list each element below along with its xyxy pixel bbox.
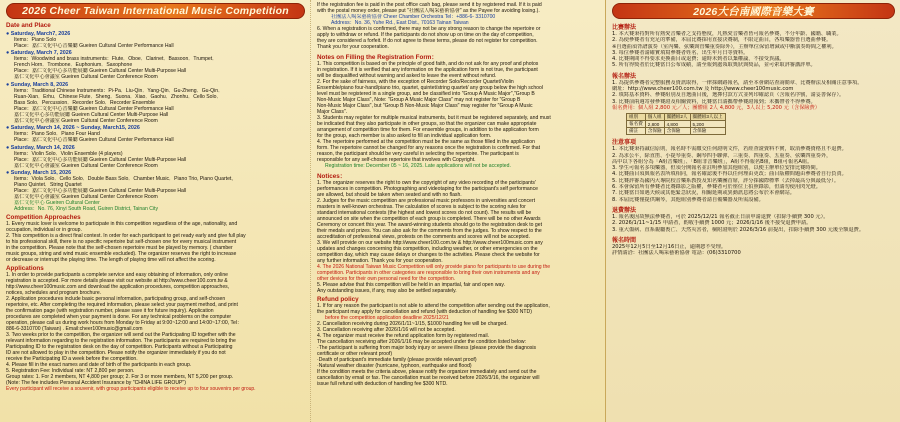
applications-list xyxy=(6,272,305,386)
refund-line: 3. Cancellation receiving after 2026/1/16 will not be accepted. xyxy=(317,327,456,333)
rule-line-zh: 4. 比賽期間不得要求更換曲目或退費；逾時未到者以棄權論，不接受異議。 xyxy=(612,56,785,63)
venue-name: 嘉仁文化中心 Gueiren Cultural Center xyxy=(14,200,100,206)
schedule-date: ● Saturday, March 14, 2026 xyxy=(6,144,75,151)
note-line: arrangement of competition time for them. For ensemble groups, in addition to the application form xyxy=(317,127,539,133)
schedule-line: Bass Solo．Percussion．Recorder Solo．Recorder Ensemble xyxy=(14,99,155,106)
fee-cell: 團體組2人 xyxy=(664,114,690,121)
fee-caption-zh: 報名費用：個人組 2,800 元／人；團體組 2人 4,800 元，3人以上 5,200 元（含保險費） xyxy=(612,104,820,111)
refund-line: issue full refund with deduction of handling fee $300 NTD. xyxy=(317,381,448,387)
note-line: in registration. If it is verified that any information on the application form is not true, the participant xyxy=(317,67,538,73)
application-line: http://www.cheer100music.com and download the application procedures, competition approaches, xyxy=(6,284,230,290)
note-line-zh: 5. 比賽評審為國內大專院校音樂系教授及知名樂團首席，評分採國際標準（去掉最高分與最低分）。 xyxy=(612,177,840,184)
rule-line-zh: 3. 每位參賽者請確實填寫參賽者姓名、出生年月日等資料。 xyxy=(612,49,749,56)
notice-line: 5. Please advise that this competition will be held in an impartial, fair and open way. xyxy=(317,282,505,288)
application-line: relevant information regarding to the registration information. The participants are required to bring the xyxy=(6,338,236,344)
application-line: receive the Participating ID a week before the competition. xyxy=(6,356,138,362)
notes-list xyxy=(317,61,601,163)
approach-line: to his professional skill, there is no specific repertoire but self-chosen one for every musical instrument xyxy=(6,239,237,245)
application-line: the confirmation page (with registration number, please save it for future inquiry). Application xyxy=(6,308,214,314)
schedule-line: 嘉仁文化中心會議室 Gueiren Cultural Center Conference Room xyxy=(14,117,158,124)
notice-line: their medals and prizes. You can also ask for the comments from the judges. To show respect to the xyxy=(317,228,542,234)
chinese-panel-right xyxy=(605,0,900,422)
souvenir-note: Every participant will receive a souvenir, with group participants eligible to receive up to four souvenirs per group. xyxy=(6,386,256,392)
refund-line-zh: 3. 重大傷病、直系親屬喪亡、天然災害者，檢附證明於 2026/3/16 前提出，扣除手續費 300 元後全額退費。 xyxy=(612,226,865,233)
schedule-date: ● Sunday, March 15, 2026 xyxy=(6,170,72,176)
schedule-line: Place：嘉仁文化中心音樂廳 Gueiren Cultural Center Performance Hall xyxy=(14,105,174,112)
time-line-zh: 詳情請洽：社團法人喝采藝術協會 電話：(06)3310700 xyxy=(612,250,741,257)
refund-heading: Refund policy xyxy=(317,296,359,303)
note-line: 4. The repertoire performed at the competition must be the same as those filled in the application xyxy=(317,139,535,145)
english-panel-middle xyxy=(310,0,605,422)
competition-title-banner: 2026 Cheer Taiwan International Music Competition xyxy=(6,3,305,19)
note-line: Non-Music Major Class", Note: "Group A Music Major Class" may not register for "Group B xyxy=(317,97,521,103)
fairness-notice xyxy=(317,282,601,294)
piano-only-notice xyxy=(317,264,601,282)
schedule-line: Items：Piano Solo xyxy=(14,36,57,43)
approach-line: or decrease or interrupt the playing time. The length of playing time will not affect the scoring. xyxy=(6,257,216,263)
fee-cell: 團體組3人以上 xyxy=(690,114,725,121)
note-line: 1. This competition is based on the principle of good faith, and do not ask for any proof and photos xyxy=(317,61,539,67)
approaches-list xyxy=(6,221,305,263)
registration-time-list-zh xyxy=(612,244,895,257)
note-line-zh: 6. 本會保留所有參賽者比賽錄影之版權，參賽者可於座位上拍照錄影，但請勿使用閃光燈。 xyxy=(612,184,821,191)
notice-line: 2. Judges for the music competition are professional music professors in universities and concert xyxy=(317,198,536,204)
rule-line-zh: ※自選曲須背譜演奏（室內樂、弦樂與管樂重奏除外），主辦單位保留增減或中斷演奏時間之權利。 xyxy=(612,43,837,50)
rule-line-zh: 5. 所有得獎者於比賽當日公布成績，請至報到處領取獎狀與獎品，並可索取評審講評單。 xyxy=(612,62,816,69)
application-line: notices, schedules and program brochure. xyxy=(6,290,102,296)
fee-cell: 4,800 xyxy=(664,121,690,128)
fee-row xyxy=(627,121,726,128)
registration-line-zh: 1. 為提供參賽者完整服務及資訊取得，一律採網路報名，請至本會網站查詢簡章、比賽辦法及相關注意事項。 xyxy=(612,79,863,86)
note-line: Ensemble/piano four-hand/piano trio, quartet, quintet/string quartet/ any group below the high school xyxy=(317,85,543,91)
refund-list xyxy=(317,303,601,315)
schedule-date: ● Saturday, March 7, 2026 xyxy=(6,50,72,56)
schedule-line: Items：Woodwind and brass instruments：Flute．Oboe．Clarinet．Bassoon．Trumpet． xyxy=(14,56,218,62)
refund-deadline: before the competition application deadline 2025/12/21 xyxy=(325,315,449,321)
application-line: 3. Two weeks prior to the competition, the organizer will send out the Participating ID together with the xyxy=(6,332,236,338)
notice-line: competition. Participants in other categories are responsible to bring their own instruments and any xyxy=(317,270,540,276)
registration-heading-zh: 報名辦法 xyxy=(612,72,637,80)
chinese-title-banner: 2026大台南國際音樂大賽 xyxy=(612,3,895,19)
refund-line: 1. If for any reason the participant is not able to attend the competition after sending out the application, xyxy=(317,303,550,309)
notice-line: updates and changes concerning this competition, including weather, or other emergencies on the xyxy=(317,246,538,252)
note-line: will be disqualified without warning and asked to leave the event without refund. xyxy=(317,73,497,79)
note-line: responsible for any self-chosen repertoire that involves with Copyright. xyxy=(317,157,476,163)
rules-list-zh xyxy=(612,31,895,69)
application-line: Group rates: 1. For 2 members, NT 4,800 per group; 2. For 3 or more members, NT 5,200 per group. xyxy=(6,374,234,380)
schedule-line: Ruan-Xian．Erhu．Chinese Flute．Sheng．Suona．Xiao．Gaohu．Zhonhu．Cello Solo． xyxy=(14,93,222,100)
schedule-line: 嘉仁文化中心會議室 Gueiren Cultural Center Conference Room xyxy=(14,74,158,80)
refund-line-zh: 1. 報名後因故無法參賽者，可於 2025/12/21 報名截止日前申請退費（扣除手續費 300 元）。 xyxy=(612,213,829,220)
note-line-zh: 2. 為求公平，除直笛、小提琴重奏、鋼琴四手聯彈、三重奏、四重奏、五重奏、弦樂四重奏外， xyxy=(612,152,832,159)
note-line-zh: 4. 比賽曲目須與報名表所填相同，報名確認後不得以任何理由更改；曲目版權問題由參賽者自行負責。 xyxy=(612,171,847,178)
approach-line: in the competition. Please note that the self-chosen repertoire must be played by memory. ( chamber xyxy=(6,245,233,251)
venue-address: Address：No. 76, Xinyi South Road, Guiren District, Tainan City xyxy=(14,206,159,212)
schedule-line: Place：嘉仁文化中心音樂廳 Gueiren Cultural Center Performance Hall xyxy=(14,137,174,143)
notice-line: are allowed, but should be taken when seated and with no flash. xyxy=(317,192,462,198)
note-line-zh: 7. 比賽當日如遇天候或其他緊急狀況，相關延期或異動訊息將公布於本會網站。 xyxy=(612,190,795,197)
fee-cell: 含保險 xyxy=(664,128,690,135)
fee-cell: 5,200 xyxy=(690,121,725,128)
note-line-zh: 8. 本屆比賽僅提供鋼琴，其他組別參賽者請自備樂器及所需設備。 xyxy=(612,196,764,203)
notes-heading-zh: 注意事項 xyxy=(612,139,637,147)
note-line: 2. For the sake of fairness, with the exception of Recorder Solo/Recorder Quartet/Violin xyxy=(317,79,514,85)
schedule-line: Place：嘉仁文化中心多功能展廳 Gueiren Cultural Center Multi-Purpose Hall xyxy=(14,68,187,74)
notice-line: announced on site when the competition of each group is completed. There will be no other Awards xyxy=(317,216,541,222)
refund-line: If the condition meets the criteria above, please notify the organizer immediately and send out the xyxy=(317,369,537,375)
application-line: operation, please call us during work hours from Monday to Friday at 9:00~12:00 and 14:00~17:00, Tel： xyxy=(6,320,243,326)
application-line: Participating ID to the registration desk on the day of competition. Participants without a Participating xyxy=(6,344,233,350)
approach-line: occupation, individual or in group. xyxy=(6,227,82,233)
rule-line-zh: 2. 為使參賽者有充足的準備，本屆比賽採用直接決賽制，不限定曲目，各項樂器皆自選曲參賽。 xyxy=(612,37,832,44)
schedule-list xyxy=(6,31,305,201)
refund-line: ·Death of participant's immediate family (please provide relevant proof) xyxy=(317,357,477,363)
note-line: reason, the participant should be very careful in selecting the repertoire. The participant is xyxy=(317,151,519,157)
refund-line: The cancellation receiving after 2026/1/16 may be accepted under the condition listed below: xyxy=(317,339,526,345)
postal-line: 社團法人喝采藝術協會 Cheer Chamber Orchestra Tel：+886-6- 3310700 xyxy=(331,14,496,20)
fee-cell: 2,800 xyxy=(645,121,664,128)
fee-table xyxy=(626,113,726,135)
application-line: 4. Please fill in the exact names and date of birth of the participants in each group. xyxy=(6,362,192,368)
note-line-zh: 高中以下各組分為「A組音樂班」、「B組非音樂班」，A組不得報名B組，B組可報名A組。 xyxy=(612,158,813,165)
schedule-line: Place：嘉仁文化中心多功能展廳 Gueiren Cultural Center Multi-Purpose Hall xyxy=(14,188,187,194)
refund-more-list xyxy=(317,321,601,387)
notices-list xyxy=(317,180,601,264)
payment-line: If the registration fee is paid in the post office cash bag, please send it by registered mail. If it is paid xyxy=(317,2,542,8)
schedule-line: 嘉仁文化中心會議室 Gueiren Cultural Center Conference Room xyxy=(14,162,158,169)
schedule-date: ● Saturday, March 14, 2026 ~ Sunday, March15, 2026 xyxy=(6,125,140,131)
refund-line: certificate or other relevant proof) xyxy=(317,351,393,357)
note-line: be indicated that they also participate in other groups, so that the organizer can make appropriate xyxy=(317,121,537,127)
schedule-line: 嘉仁文化中心會議室 Gueiren Cultural Center Conference Room xyxy=(14,194,158,200)
approaches-heading: Competition Approaches xyxy=(6,214,81,221)
note-line: for the group, each member is also asked to fill an individual application form. xyxy=(317,133,492,139)
refund-list-zh xyxy=(612,214,895,233)
registration-line-zh: 網址：http://www.cheer100.com.tw 及 http://www.cheer100music.com xyxy=(612,86,794,93)
refund-heading-zh: 退費辦法 xyxy=(612,206,637,214)
applications-heading: Applications xyxy=(6,265,44,272)
note-line: Major Class". xyxy=(317,109,348,115)
notice-line: Ceremony or concert this year. The award-winning students should go to the registration desk to get xyxy=(317,222,543,228)
withdraw-note xyxy=(317,26,601,50)
schedule-line: Place：嘉仁文化中心多功能展廳 Gueiren Cultural Center Multi-Purpose Hall xyxy=(14,156,187,163)
fee-cell: 個人組 xyxy=(645,114,664,121)
schedule-line: Items：Violin Solo．Violin Ensemble (4 players) xyxy=(14,150,123,157)
schedule-date: ● Sunday, March 8, 2026 xyxy=(6,81,69,88)
registration-time-heading-zh: 報名時間 xyxy=(612,236,637,244)
notice-line: masters in well-known orchestras. The calculation of scores is subject to the scoring rules for xyxy=(317,204,526,210)
application-line: 886-6-3310700 (Taiwan) . Email:cheer100music@gmail.com xyxy=(6,326,143,332)
application-line: 2. Application procedures include basic personal information, participating group, and self-chosen xyxy=(6,296,226,302)
schedule-line: Place：嘉仁文化中心音樂廳 Gueiren Cultural Center Performance Hall xyxy=(14,42,174,49)
refund-line: ·Natural weather disaster (hurricane, typhoon, earthquake and flood) xyxy=(317,363,472,369)
fee-cell: 含保險 xyxy=(690,128,725,135)
withdraw-line: apply to withdraw or refund. If the participants do not show up on time on the day of competition, xyxy=(317,32,534,38)
schedule-line: Piano Quintet．String Quartet xyxy=(14,182,82,188)
notice-line: standard international contests (the highest and lowest scores do not count). The results will be xyxy=(317,210,532,216)
schedule-date: ● Saturday, March7, 2026 xyxy=(6,30,71,37)
notice-line: any further information. Thank you for your cooperation. xyxy=(317,258,443,264)
note-line-zh: 3. 學生可報名多項樂器，但須分開報名並註明參加其他組別，以便主辦單位安排比賽時間。 xyxy=(612,165,821,172)
registration-list-zh xyxy=(612,80,895,105)
refund-line: ·The participant is suffering from major body injury or severe illness (please provide the diagnosis xyxy=(317,345,537,351)
note-line: form. The repertoire cannot be changed for any reasons once the registration is confirmed. For that xyxy=(317,145,541,151)
notice-line: performances in competition. Photographing and videotaping for the participant's self performance xyxy=(317,186,538,192)
note-line: level must be registered in a single group, and be classified into "Group A Music Major","Group B xyxy=(317,91,535,97)
withdraw-line: 6. When a registration is confirmed, there may not be any strong reason to change the repertoire or xyxy=(317,26,541,32)
application-line: 1. In order to provide participants a complete service and easy obtaining of information, only online xyxy=(6,272,228,278)
notes-list-zh xyxy=(612,146,895,203)
notice-line: Any outstanding issues, if any, may also be settled separately. xyxy=(317,288,457,294)
schedule-line: Items：Piano Solo．Piano Four Hand xyxy=(14,131,100,137)
withdraw-line: Thank you for your cooperation. xyxy=(317,44,389,50)
schedule-line: Items：Viola Solo．Cello Solo．Double Bass Solo．Chamber Music．Piano Trio, Piano Quartet, xyxy=(14,176,233,182)
fee-cell: 報名費 xyxy=(627,121,646,128)
notes-heading: Notes on Filling the Registration Form： xyxy=(317,54,438,61)
application-line: registration is accepted. For more details please visit our website at http://www.cheer100.com.tw & xyxy=(6,278,228,284)
notice-line: accreditation of professional views, protests on the comments and scores will not be accepted. xyxy=(317,234,530,240)
refund-line: the participant may apply for cancellation and refund (with deduction of handling fee $300 NTD) xyxy=(317,309,532,315)
schedule-line: Items：Traditional Chinese Instruments：Pi-Pa．Liu-Qin．Yang-Qin．Gu-Zheng．Gu-Qin． xyxy=(14,87,224,94)
notice-line: 3. We will provide on our website http://www.cheer100.com.tw & http://www.cheer100music.com any xyxy=(317,240,543,246)
fee-cell: 備註 xyxy=(627,128,646,135)
refund-line-zh: 2. 2026/1/11~1/15 申請者，酌收手續費 1000 元；2026/1/16 後不接受退費申請。 xyxy=(612,220,812,227)
approach-line: 2. This competition is a direct final contest. In order for each participant to get ready early and give full play xyxy=(6,233,246,239)
refund-line: cancellation by email or fax. The cancellation must be received before 2026/3/16, the organizer will xyxy=(317,375,540,381)
schedule-line: 嘉仁文化中心多功能展廳 Gueiren Cultural Center Multi-Purpose Hall xyxy=(14,111,169,118)
english-panel-left xyxy=(0,0,310,422)
notice-line: competition day, which may cause delays or changes to the activities. Please check the website for xyxy=(317,252,540,258)
application-line: 5. Registration Fee: Individual rate: NT 2,800 per person. xyxy=(6,368,135,374)
postal-line: Address：No. 36, Yuhe Rd., East Dist., 70163 Tainan Taiwan xyxy=(331,20,469,26)
date-place-heading: Date and Place xyxy=(6,22,51,29)
withdraw-line: they are considered a forfeit. If do not agree to these terms, please do not register for competition. xyxy=(317,38,538,44)
notice-line: other devices for their own personal need for the competition. xyxy=(317,276,456,282)
fee-cell: 含保險 xyxy=(645,128,664,135)
registration-line-zh: 2. 填寫基本資料、參賽組別及自選曲目後，選擇付款方式並列印確認頁（含報名序號，請妥善保存）。 xyxy=(612,92,845,99)
note-line: 3. Students may register for multiple musical instruments, but it must be registered separately, and must xyxy=(317,115,551,121)
notice-line: 1. The organizer reserves the right to own the copyright of any video recording of the participants' xyxy=(317,180,536,186)
time-line-zh: 2025年12月5日至12月16日止，逾期恕不受理。 xyxy=(612,243,727,250)
note-line: Non-Music Major Class", but "Group B Non-Music Major Class" may register for "Group A Music xyxy=(317,103,533,109)
fee-row xyxy=(627,128,726,135)
schedule-line: French Horn．Trombone．Euphonium．Saxophone xyxy=(14,62,133,68)
postal-address xyxy=(317,14,601,26)
payment-line: with the postal money order, please put "社團法人喝采藝術協會" as the Payee for avoiding losing.). xyxy=(317,8,540,14)
rule-line-zh: 1. 本大賽秉持對所有熱愛音樂者之支持態度，凡熱愛音樂者皆可報名參賽，不分年齡、國籍、職業。 xyxy=(612,31,842,37)
rules-heading-zh: 比賽辦法 xyxy=(612,24,637,31)
refund-line: 4. The organizer must receive the refund application form by registered mail. xyxy=(317,333,490,339)
fee-row xyxy=(627,114,726,121)
approach-line: 1. Every music lover is welcome to participate in this competition regardless of the age, nationality, and xyxy=(6,221,238,227)
refund-line: 2. Cancellation receiving during 2026/1/11~1/15, $1000 handling fee will be charged. xyxy=(317,321,508,327)
application-line: repertoire, etc. After completing the required information, please select your payment method, and print xyxy=(6,302,238,308)
payment-note xyxy=(317,2,601,14)
application-line: (Note: The fee includes Personal Accident Insurance by "CHINA LIFE GROUP") xyxy=(6,380,186,386)
note-line-zh: 1. 本比賽秉持誠信原則，報名時不需繳交任何證明文件，若經查證資料不實，取消參賽資格且不退費。 xyxy=(612,146,847,153)
notices-heading: Notices： xyxy=(317,173,347,180)
registration-time: Registration time: December 05 ~ 16, 2025. Late applications will not be accepted. xyxy=(325,163,511,169)
application-line: ID are not allowed to play in the competition. Please notify the organizer immediately if you do not xyxy=(6,350,226,356)
approach-line: music groups, string and wind music ensemble excluded). The organizer reserves the right to increase xyxy=(6,251,237,257)
fee-cell: 組別 xyxy=(627,114,646,121)
registration-line-zh: 3. 比賽前兩週寄發參賽證及相關資料，比賽當日請攜帶參賽證報到；未攜帶者不得參賽。 xyxy=(612,98,816,105)
application-line: procedures are completed when your payment is done. For any technical problems on the computer xyxy=(6,314,232,320)
notice-line: 4. The 2026 National Taiwan Music Competition will only provide piano for participants to use during the xyxy=(317,264,551,270)
